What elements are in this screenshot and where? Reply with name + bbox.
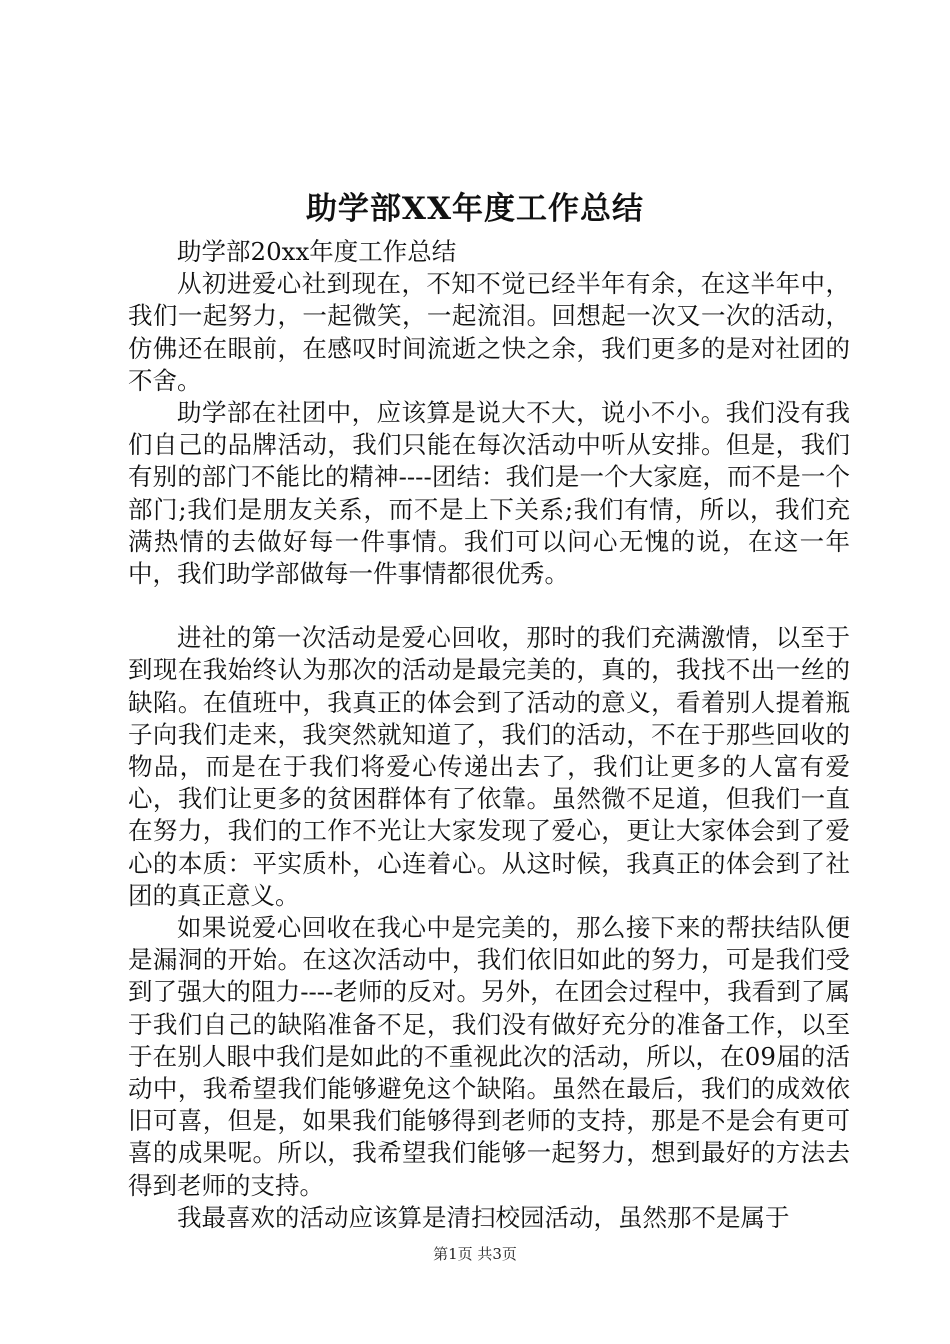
document-title: 助学部XX年度工作总结 (305, 191, 645, 227)
subtitle-paragraph: 助学部20xx年度工作总结 (177, 237, 457, 266)
body-paragraph: 进社的第一次活动是爱心回收，那时的我们充满激情，以至于到现在我始终认为那次的活动是最完美的，真的，我找不出一丝的缺陷。在值班中，我真正的体会到了活动的意义，看着别人提着瓶子向我们走来，我突然就知道了，我们的活动，不在于那些回收的物品，而是在于我们将爱心传递出去了，我们让更多的人富有爱心，我们让更多的贫困群体有了依靠。虽然微不足道，但我们一直在努力，我们的工作不光让大家发现了爱心，更让大家体会到了爱心的本质：平实质朴，心连着心。从这时候，我真正的体会到了社团的真正意义。 (128, 623, 850, 910)
body-paragraph: 助学部在社团中，应该算是说大不大，说小不小。我们没有我们自己的品牌活动，我们只能在每次活动中听从安排。但是，我们有别的部门不能比的精神----团结：我们是一个大家庭，而不是一个部门;我们是朋友关系，而不是上下关系;我们有情，所以，我们充满热情的去做好每一件事情。我们可以问心无愧的说，在这一年中，我们助学部做每一件事情都很优秀。 (128, 398, 850, 589)
body-paragraph: 我最喜欢的活动应该算是清扫校园活动，虽然那不是属于 (177, 1202, 790, 1232)
body-paragraph: 从初进爱心社到现在，不知不觉已经半年有余，在这半年中，我们一起努力，一起微笑，一起流泪。回想起一次又一次的活动，仿佛还在眼前，在感叹时间流逝之快之余，我们更多的是对社团的不舍。 (128, 269, 850, 395)
document-body (128, 236, 850, 1234)
body-paragraph: 如果说爱心回收在我心中是完美的，那么接下来的帮扶结队便是漏洞的开始。在这次活动中，我们依旧如此的努力，可是我们受到了强大的阻力----老师的反对。另外，在团会过程中，我看到了属于我们自己的缺陷准备不足，我们没有做好充分的准备工作，以至于在别人眼中我们是如此的不重视此次的活动，所以，在09届的活动中，我希望我们能够避免这个缺陷。虽然在最后，我们的成效依旧可喜，但是，如果我们能够得到老师的支持，那是不是会有更可喜的成果呢。所以，我希望我们能够一起努力，想到最好的方法去得到老师的支持。 (128, 913, 850, 1200)
page-footer: 第1页 共3页 (433, 1245, 517, 1263)
